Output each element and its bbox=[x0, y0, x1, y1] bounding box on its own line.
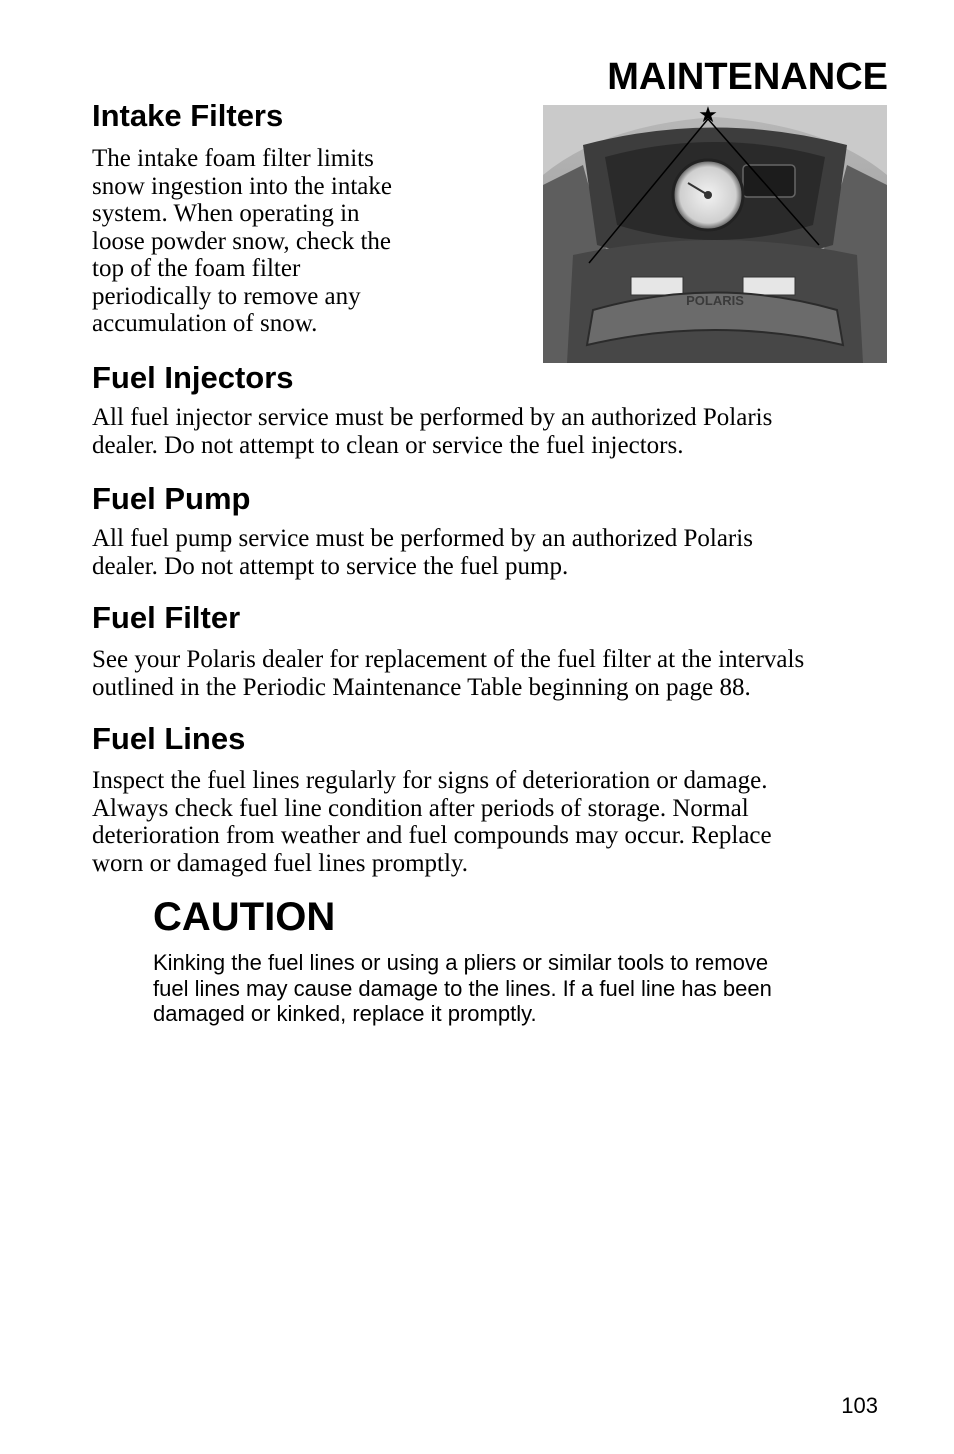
section-header: MAINTENANCE bbox=[607, 56, 888, 98]
callout-star-icon: ★ bbox=[698, 105, 718, 128]
text-line: loose powder snow, check the bbox=[92, 227, 391, 255]
text-line: fuel lines may cause damage to the lines. If a fuel line has been bbox=[153, 975, 772, 1001]
text-line: Inspect the fuel lines regularly for signs of deterioration or damage. bbox=[92, 767, 768, 794]
text-line: deterioration from weather and fuel compounds may occur. Replace bbox=[92, 822, 772, 849]
page-number: 103 bbox=[841, 1393, 878, 1418]
text-line: damaged or kinked, replace it promptly. bbox=[153, 1001, 537, 1026]
fuel-lines-text bbox=[92, 767, 912, 877]
text-line: dealer. Do not attempt to service the fuel pump. bbox=[92, 552, 569, 580]
text-line: system. When operating in bbox=[92, 200, 360, 227]
text-line: All fuel injector service must be performed by an authorized Polaris bbox=[92, 404, 773, 431]
intake-filters-text bbox=[92, 145, 452, 338]
text-line: See your Polaris dealer for replacement of the fuel filter at the intervals bbox=[92, 646, 805, 673]
snowmobile-dashboard-photo bbox=[543, 105, 887, 363]
text-line: periodically to remove any bbox=[92, 282, 361, 310]
text-line: worn or damaged fuel lines promptly. bbox=[92, 849, 469, 877]
text-line: Always check fuel line condition after periods of storage. Normal bbox=[92, 794, 749, 822]
caution-text bbox=[153, 950, 772, 1027]
text-line: Kinking the fuel lines or using a pliers or similar tools to remove bbox=[153, 950, 769, 975]
svg-text:POLARIS: POLARIS bbox=[686, 293, 744, 308]
text-line: The intake foam filter limits bbox=[92, 145, 374, 172]
fuel-injectors-heading: Fuel Injectors bbox=[92, 360, 294, 395]
caution-heading: CAUTION bbox=[153, 895, 336, 939]
fuel-pump-text bbox=[92, 525, 892, 580]
text-line: accumulation of snow. bbox=[92, 310, 318, 337]
fuel-filter-text bbox=[92, 646, 912, 701]
text-line: outlined in the Periodic Maintenance Table beginning on page 88. bbox=[92, 673, 751, 701]
text-line: top of the foam filter bbox=[92, 255, 301, 282]
fuel-filter-heading: Fuel Filter bbox=[92, 600, 241, 635]
text-line: snow ingestion into the intake bbox=[92, 172, 392, 200]
text-line: dealer. Do not attempt to clean or service the fuel injectors. bbox=[92, 431, 684, 459]
text-line: All fuel pump service must be performed by an authorized Polaris bbox=[92, 525, 753, 552]
fuel-pump-heading: Fuel Pump bbox=[92, 481, 251, 516]
intake-filters-heading: Intake Filters bbox=[92, 98, 284, 133]
fuel-injectors-text bbox=[92, 404, 892, 459]
fuel-lines-heading: Fuel Lines bbox=[92, 721, 246, 756]
